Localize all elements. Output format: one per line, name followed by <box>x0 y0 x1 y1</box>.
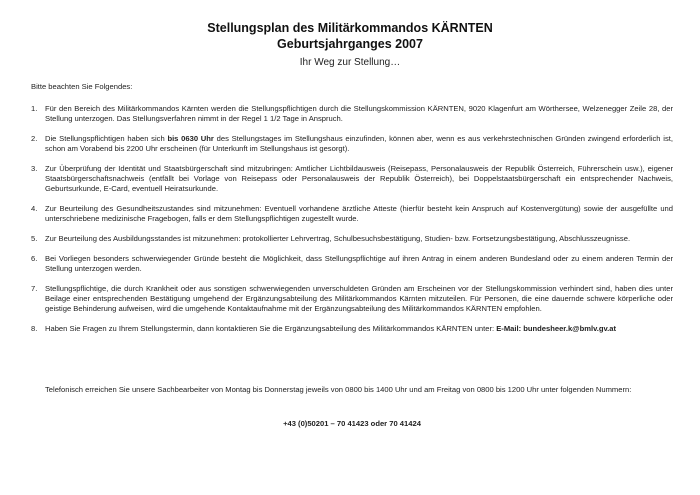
list-item-number: 6. <box>31 254 38 263</box>
arrival-time: bis 0630 Uhr <box>167 134 214 143</box>
list-item <box>31 204 673 224</box>
list-item <box>31 324 673 334</box>
title-block <box>0 20 700 69</box>
list-item-text: Zur Beurteilung des Ausbildungsstandes ist mitzunehmen: protokollierter Lehrvertrag, Schulbesuchsbestätigung, Studien- bzw. Fortsetzungsbestätigung, Abschlusszeugnisse. <box>45 234 631 243</box>
intro-text: Bitte beachten Sie Folgendes: <box>31 82 133 91</box>
page-subtitle: Ihr Weg zur Stellung… <box>299 57 401 68</box>
list-item-number: 4. <box>31 204 38 213</box>
list-item <box>31 284 673 314</box>
list-item <box>31 164 673 194</box>
list-item-number: 1. <box>31 104 38 113</box>
page-title-year: Geburtsjahrganges 2007 <box>277 37 423 51</box>
list-item-text: Bei Vorliegen besonders schwerwiegender Gründe besteht die Möglichkeit, dass Stellungspflichtige auf ihren Antrag in einem anderen Bundesland oder zu einem anderen Termin der Stellung unterzogen werden. <box>45 254 673 273</box>
list-item-number: 3. <box>31 164 38 173</box>
list-item-number: 7. <box>31 284 38 293</box>
list-item-number: 8. <box>31 324 38 333</box>
list-item-text: Die Stellungspflichtigen haben sich <box>45 134 168 143</box>
list-item-text: Für den Bereich des Militärkommandos Kärnten werden die Stellungspflichtigen durch die Stellungskommission KÄRNTEN, 9020 Klagenfurt am Wörthersee, Welzenegger Zeile 28, der Stellung unterzogen. Das Stellungsverfahren nimmt in der Regel 1 1/2 Tage in Anspruch. <box>45 104 673 123</box>
list-item <box>31 134 673 154</box>
list-item-text: des Stellungstages im Stellungshaus einzufinden, können aber, wenn es aus verkehrstechnischen Gründen zwingend erforderlich ist, schon am Vorabend bis 2200 Uhr erscheinen (für Unterkunft im Stellungshaus ist gesorgt). <box>45 134 673 153</box>
list-item <box>31 254 673 274</box>
page-title: Stellungsplan des Militärkommandos KÄRNTEN <box>207 21 493 35</box>
phone-hours-text: Telefonisch erreichen Sie unsere Sachbearbeiter von Montag bis Donnerstag jeweils von 0800 bis 1400 Uhr und am Freitag von 0800 bis 1200 Uhr unter folgenden Nummern: <box>45 385 632 394</box>
list-item-text: Stellungspflichtige, die durch Krankheit oder aus sonstigen schwerwiegenden unverschuldeten Gründen am Erscheinen vor der Stellungskommission verhindert sind, haben dies unter Beilage einer entsprechenden Bestätigung umgehend der Ergänzungsabteilung des Militärkommandos Kärnten mitzuteilen. Für Personen, die eine dauernde schwere körperliche oder geistige Behinderung aufweisen, wird die umgehende Kontaktaufnahme mit der Ergänzungsabteilung des Militärkommandos KÄRNTEN empfohlen. <box>45 284 673 313</box>
phone-numbers: +43 (0)50201 – 70 41423 oder 70 41424 <box>283 419 421 428</box>
list-item <box>31 234 673 244</box>
list-item-number: 2. <box>31 134 38 143</box>
instruction-list <box>31 104 673 344</box>
contact-email: E-Mail: bundesheer.k@bmlv.gv.at <box>496 324 617 333</box>
list-item-text: Zur Überprüfung der Identität und Staatsbürgerschaft sind mitzubringen: Amtlicher Lichtbildausweis (Reisepass, Personalausweis der Republik Österreich, Führerschein usw.), eigener Staatsbürgerschaftsnachweis (entfällt bei Vorlage von Reisepass oder Personalausweis der Republik Österreich), bei Doppelstaatsbürgerschaft ein entsprechender Nachweis, Geburtsurkunde, E-Card, eventuell Heiratsurkunde. <box>45 164 673 193</box>
list-item-text: Zur Beurteilung des Gesundheitszustandes sind mitzunehmen: Eventuell vorhandene ärztliche Atteste (hierfür besteht kein Anspruch auf Kostenvergütung) sowie der ausgefüllte und unterschriebene medizinische Fragebogen, falls er dem Stellungspflichtigen zugestellt wurde. <box>45 204 673 223</box>
list-item-number: 5. <box>31 234 38 243</box>
list-item <box>31 104 673 124</box>
list-item-text: Haben Sie Fragen zu Ihrem Stellungstermin, dann kontaktieren Sie die Ergänzungsabteilung des Militärkommandos KÄRNTEN unter: <box>45 324 497 333</box>
